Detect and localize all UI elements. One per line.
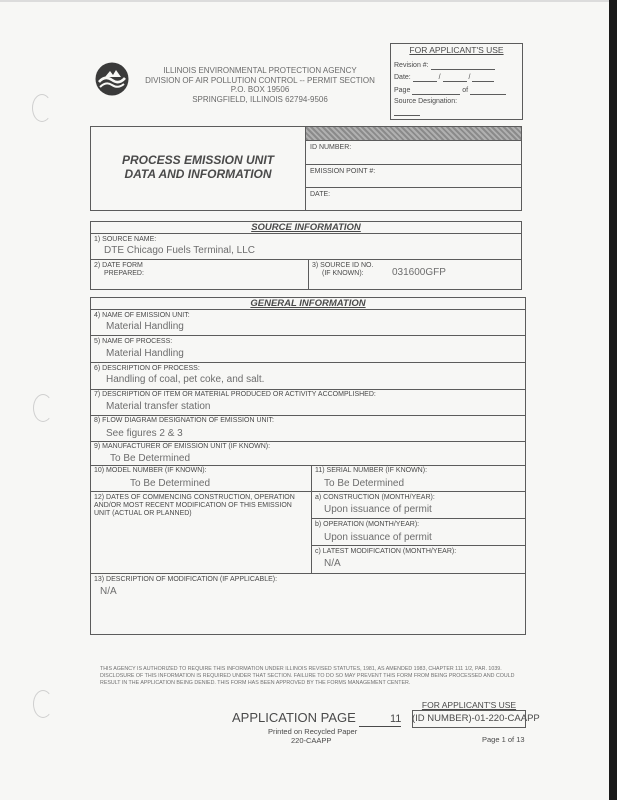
q7-value: Material transfer station <box>106 401 211 412</box>
q5-label: 5) NAME OF PROCESS: <box>94 338 173 345</box>
id-number-label: ID NUMBER: <box>310 144 352 151</box>
scan-right-edge <box>609 0 617 800</box>
q1-label: 1) SOURCE NAME: <box>94 236 157 243</box>
q7-label: 7) DESCRIPTION OF ITEM OR MATERIAL PRODUCED OR ACTIVITY ACCOMPLISHED: <box>94 391 376 398</box>
date-label-top: Date: <box>394 74 411 81</box>
applicant-use-title: FOR APPLICANT'S USE <box>409 45 504 55</box>
scan-top-edge <box>0 0 617 2</box>
q12a-value: Upon issuance of permit <box>324 504 432 515</box>
q2-label: 2) DATE FORM <box>94 262 143 269</box>
revision-label: Revision #: <box>394 62 429 69</box>
revision-field <box>394 61 495 70</box>
source-designation-label: Source Designation: <box>394 98 458 105</box>
q12a-label: a) CONSTRUCTION (MONTH/YEAR): <box>315 494 435 501</box>
q12b-label: b) OPERATION (MONTH/YEAR): <box>315 521 420 528</box>
q3-sub: (IF KNOWN): <box>322 270 364 277</box>
page-of-total: Page 1 of 13 <box>482 735 525 744</box>
q3-value: 031600GFP <box>392 267 446 278</box>
agency-city: SPRINGFIELD, ILLINOIS 62794-9506 <box>192 94 328 104</box>
id-shaded-bar <box>306 127 521 140</box>
q8-value: See figures 2 & 3 <box>106 428 183 439</box>
q12c-value: N/A <box>324 558 341 569</box>
q9-label: 9) MANUFACTURER OF EMISSION UNIT (IF KNOWN): <box>94 443 271 450</box>
agency-division: DIVISION OF AIR POLLUTION CONTROL -- PERMIT SECTION <box>145 75 375 85</box>
application-page-label: APPLICATION PAGE <box>232 710 356 725</box>
form-title-line2: DATA AND INFORMATION <box>124 167 272 181</box>
q1-value: DTE Chicago Fuels Terminal, LLC <box>104 245 255 256</box>
agency-po-box: P.O. BOX 19506 <box>230 85 290 94</box>
application-page-number: 11 <box>359 712 401 727</box>
q10-label: 10) MODEL NUMBER (IF KNOWN): <box>94 467 207 474</box>
q3-label: 3) SOURCE ID NO. <box>312 262 374 269</box>
q9-value: To Be Determined <box>110 453 191 464</box>
q10-value: To Be Determined <box>130 478 211 489</box>
page-label-top: Page <box>394 87 411 94</box>
q12-label: 12) DATES OF COMMENCING CONSTRUCTION, OPERATION AND/OR MOST RECENT MODIFICATION OF THIS EMISSION UNIT (ACTUAL OR PLANNED) <box>94 494 295 517</box>
applicant-use-title-bottom: FOR APPLICANT'S USE <box>421 700 517 710</box>
illinois-epa-logo-icon <box>95 62 129 96</box>
hole-punch-middle <box>33 394 53 422</box>
q4-label: 4) NAME OF EMISSION UNIT: <box>94 312 190 319</box>
form-title <box>96 153 300 181</box>
q13-value: N/A <box>100 586 117 597</box>
general-info-header: GENERAL INFORMATION <box>250 298 366 309</box>
q5-value: Material Handling <box>106 348 184 359</box>
application-page-line <box>232 711 401 727</box>
q4-value: Material Handling <box>106 321 184 332</box>
applicant-id-value: (ID NUMBER)-01-220-CAAPP <box>412 713 540 724</box>
q11-value: To Be Determined <box>324 478 405 489</box>
q12b-value: Upon issuance of permit <box>324 532 432 543</box>
page-field-top <box>394 86 506 95</box>
q13-label: 13) DESCRIPTION OF MODIFICATION (IF APPLICABLE): <box>94 576 278 583</box>
form-title-line1: PROCESS EMISSION UNIT <box>121 153 275 167</box>
legal-notice: THIS AGENCY IS AUTHORIZED TO REQUIRE THIS INFORMATION UNDER ILLINOIS REVISED STATUTES, 1981, AS AMENDED 1983, CHAPTER 111 1/2, PAR. 1039. DISCLOSURE OF THIS INFORMATION IS REQUIRED UNDER THAT SECTION. FAILURE TO DO SO MAY PREVENT THIS FORM FROM BEING PROCESSED AND COULD RESULT IN THE APPLICATION BEING DENIED. THIS FORM HAS BEEN APPROVED BY THE FORMS MANAGEMENT CENTER. <box>100 666 515 686</box>
source-info-header: SOURCE INFORMATION <box>251 222 361 233</box>
date-field-top: Date: / / <box>394 73 494 82</box>
hole-punch-bottom <box>33 690 53 718</box>
q6-value: Handling of coal, pet coke, and salt. <box>106 374 265 385</box>
q2-sub: PREPARED: <box>104 270 144 277</box>
hole-punch-top <box>32 94 52 122</box>
form-code: 220-CAAPP <box>291 736 332 745</box>
q12c-label: c) LATEST MODIFICATION (MONTH/YEAR): <box>315 548 457 555</box>
emission-point-label: EMISSION POINT #: <box>310 168 376 175</box>
q11-label: 11) SERIAL NUMBER (IF KNOWN): <box>315 467 428 474</box>
date-label: DATE: <box>310 191 331 198</box>
agency-header <box>132 66 388 104</box>
q8-label: 8) FLOW DIAGRAM DESIGNATION OF EMISSION UNIT: <box>94 417 274 424</box>
agency-name: ILLINOIS ENVIRONMENTAL PROTECTION AGENCY <box>163 66 357 75</box>
of-label-top: of <box>462 87 469 94</box>
printed-recycled: Printed on Recycled Paper <box>268 727 358 736</box>
q6-label: 6) DESCRIPTION OF PROCESS: <box>94 365 200 372</box>
